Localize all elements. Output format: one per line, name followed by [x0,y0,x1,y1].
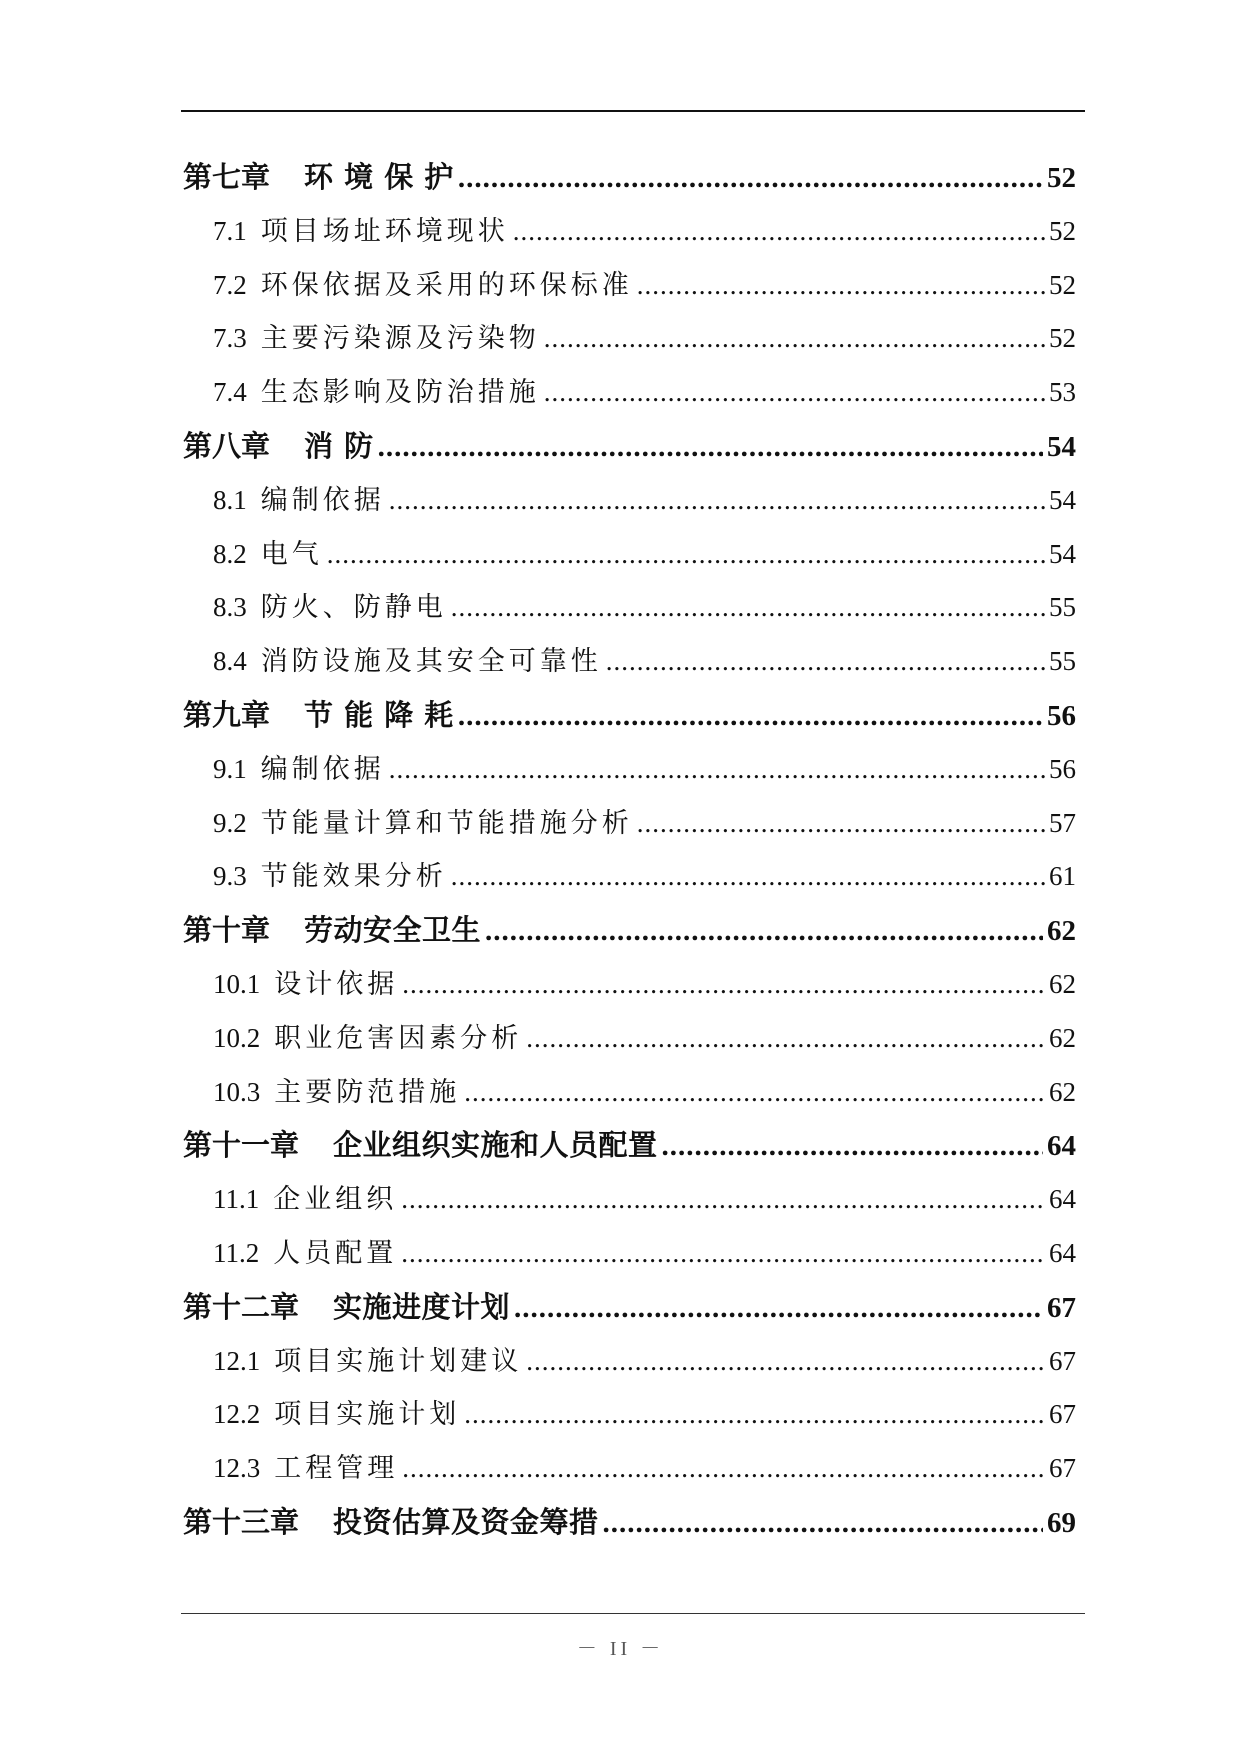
toc-entry-page: 56 [1049,753,1076,784]
toc-entry-title: 节能效果分析 [260,861,447,893]
toc-entry-title: 防火、防静电 [260,592,447,624]
toc-entry-section[interactable] [183,263,1076,317]
toc-entry-section[interactable] [183,1446,1076,1500]
toc-entry-number: 11.2 [213,1237,260,1268]
toc-entry-chapter[interactable] [183,1123,1076,1177]
toc-entry-number: 第八章 [183,430,271,463]
toc-entry-number: 8.2 [213,538,247,569]
toc-dot-leader [458,700,1043,733]
toc-entry-page: 52 [1049,323,1076,354]
toc-entry-number: 11.1 [213,1184,260,1215]
toc-entry-number: 12.3 [213,1453,261,1484]
toc-entry-page: 64 [1049,1184,1076,1215]
toc-entry-title: 节 能 降 耗 [304,697,454,732]
toc-dot-leader [389,754,1045,785]
toc-entry-page: 55 [1049,646,1076,677]
toc-entry-number: 第十二章 [183,1291,300,1324]
toc-entry-section[interactable] [183,747,1076,801]
toc-entry-section[interactable] [183,1177,1076,1231]
toc-dot-leader [401,1184,1045,1215]
toc-dot-leader [526,1023,1045,1054]
toc-entry-section[interactable] [183,962,1076,1016]
table-of-contents [183,155,1076,1554]
toc-entry-page: 62 [1049,1022,1076,1053]
toc-entry-title: 投资估算及资金筹措 [333,1504,599,1539]
toc-entry-section[interactable] [183,639,1076,693]
toc-entry-number: 9.3 [213,861,247,892]
toc-entry-title: 实施进度计划 [333,1289,511,1324]
toc-entry-title: 节能量计算和节能措施分析 [260,807,633,839]
toc-entry-number: 12.2 [213,1399,261,1430]
page-number: － II － [576,1638,665,1660]
toc-entry-page: 64 [1049,1237,1076,1268]
toc-entry-number: 第七章 [183,162,271,194]
toc-entry-title: 消 防 [304,428,374,463]
toc-entry-number: 第十一章 [183,1130,300,1163]
toc-entry-page: 67 [1047,1291,1076,1324]
toc-entry-number: 12.1 [213,1345,261,1376]
toc-dot-leader [662,1130,1043,1163]
toc-entry-title: 企业组织 [273,1184,398,1216]
toc-entry-page: 52 [1049,269,1076,300]
toc-entry-title: 编制依据 [260,484,385,516]
toc-dot-leader [402,1453,1045,1484]
toc-entry-page: 61 [1049,861,1076,892]
toc-dot-leader [451,592,1045,623]
toc-entry-title: 编制依据 [260,753,385,785]
toc-entry-title: 人员配置 [273,1237,398,1269]
toc-entry-number: 7.2 [213,269,247,300]
toc-entry-page: 67 [1049,1345,1076,1376]
toc-entry-page: 67 [1049,1453,1076,1484]
toc-entry-section[interactable] [183,370,1076,424]
toc-dot-leader [544,377,1045,408]
toc-dot-leader [458,162,1043,195]
toc-entry-number: 9.1 [213,753,247,784]
toc-dot-leader [485,915,1043,948]
toc-dot-leader [402,969,1045,1000]
toc-entry-page: 62 [1047,915,1076,948]
toc-entry-title: 项目场址环境现状 [260,215,509,247]
toc-dot-leader [451,861,1045,892]
toc-entry-number: 第九章 [183,699,271,732]
toc-entry-number: 9.2 [213,807,247,838]
toc-entry-number: 7.3 [213,323,247,354]
toc-entry-number: 8.3 [213,592,247,623]
toc-dot-leader [389,485,1045,516]
toc-dot-leader [378,431,1043,464]
toc-entry-page: 55 [1049,592,1076,623]
toc-entry-section[interactable] [183,1392,1076,1446]
toc-entry-title: 工程管理 [274,1453,399,1485]
toc-entry-page: 56 [1047,699,1076,732]
toc-entry-page: 54 [1049,538,1076,569]
toc-dot-leader [637,270,1045,301]
toc-entry-page: 52 [1049,215,1076,246]
toc-entry-section[interactable] [183,316,1076,370]
toc-entry-chapter[interactable] [183,155,1076,209]
toc-entry-number: 8.4 [213,646,247,677]
toc-dot-leader [327,539,1045,570]
toc-entry-number: 10.3 [213,1076,261,1107]
toc-entry-number: 第十三章 [183,1506,300,1539]
toc-entry-title: 主要防范措施 [274,1076,461,1108]
toc-dot-leader [526,1346,1045,1377]
toc-entry-number: 7.4 [213,377,247,408]
toc-entry-page: 53 [1049,377,1076,408]
toc-entry-section[interactable] [183,478,1076,532]
toc-entry-title: 设计依据 [274,968,399,1000]
toc-entry-page: 62 [1049,1076,1076,1107]
toc-entry-section[interactable] [183,585,1076,639]
toc-entry-title: 劳动安全卫生 [304,913,482,948]
toc-dot-leader [464,1077,1045,1108]
toc-entry-section[interactable] [183,801,1076,855]
toc-entry-title: 环 境 保 护 [304,160,454,194]
toc-entry-section[interactable] [183,209,1076,263]
toc-dot-leader [513,216,1045,247]
toc-entry-section[interactable] [183,1231,1076,1285]
toc-entry-page: 52 [1047,162,1076,194]
toc-dot-leader [603,1507,1043,1540]
toc-entry-section[interactable] [183,1016,1076,1070]
toc-entry-number: 7.1 [213,215,247,246]
toc-entry-title: 消防设施及其安全可靠性 [260,646,602,678]
footer-rule [181,1613,1085,1614]
toc-entry-number: 10.2 [213,1022,261,1053]
toc-entry-section[interactable] [183,854,1076,908]
toc-entry-page: 57 [1049,807,1076,838]
toc-entry-section[interactable] [183,1339,1076,1393]
toc-entry-title: 环保依据及采用的环保标准 [260,269,633,301]
toc-entry-page: 67 [1049,1399,1076,1430]
toc-entry-number: 8.1 [213,484,247,515]
toc-entry-chapter[interactable] [183,424,1076,478]
toc-entry-title: 项目实施计划建议 [274,1345,523,1377]
toc-dot-leader [606,646,1045,677]
toc-entry-chapter[interactable] [183,1500,1076,1554]
toc-entry-number: 第十章 [183,915,271,948]
toc-dot-leader [401,1238,1045,1269]
toc-entry-section[interactable] [183,532,1076,586]
toc-dot-leader [464,1399,1045,1430]
toc-entry-page: 54 [1049,484,1076,515]
toc-dot-leader [544,323,1045,354]
toc-entry-page: 54 [1047,430,1076,463]
toc-dot-leader [637,808,1045,839]
toc-entry-page: 62 [1049,968,1076,999]
toc-entry-title: 主要污染源及污染物 [260,323,540,355]
header-rule [181,110,1085,112]
toc-entry-chapter[interactable] [183,693,1076,747]
toc-entry-chapter[interactable] [183,1285,1076,1339]
toc-entry-title: 职业危害因素分析 [274,1022,523,1054]
toc-dot-leader [514,1292,1043,1325]
toc-entry-chapter[interactable] [183,908,1076,962]
toc-entry-section[interactable] [183,1070,1076,1124]
toc-entry-title: 电气 [260,538,323,570]
toc-entry-number: 10.1 [213,968,261,999]
toc-entry-page: 64 [1047,1130,1076,1163]
toc-entry-title: 企业组织实施和人员配置 [333,1128,658,1163]
toc-entry-title: 生态影响及防治措施 [260,377,540,409]
toc-entry-page: 69 [1047,1506,1076,1539]
toc-entry-title: 项目实施计划 [274,1399,461,1431]
